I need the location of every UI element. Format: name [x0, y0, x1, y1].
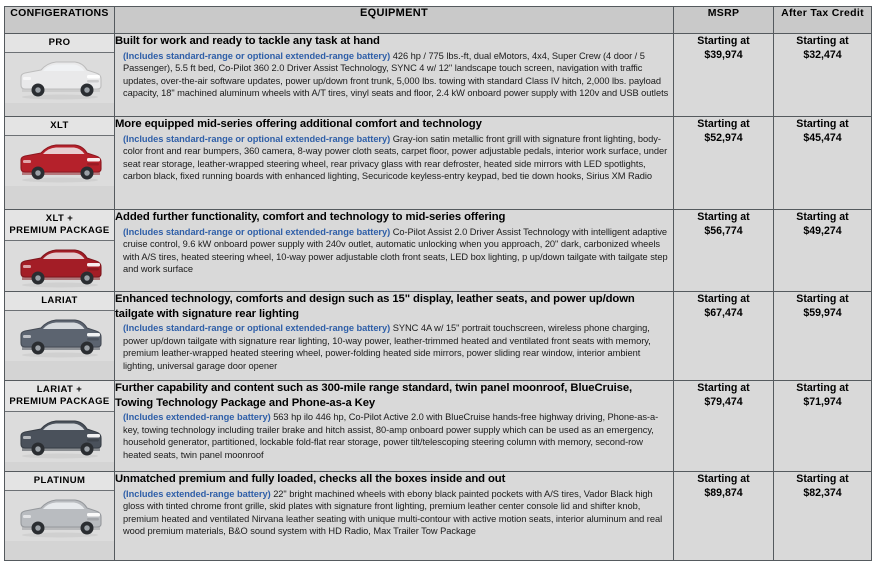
trim-name-label	[5, 117, 114, 136]
equipment-cell	[115, 472, 674, 561]
column-header-equipment: EQUIPMENT	[115, 7, 674, 34]
after-tax-credit-prefix: Starting at	[796, 118, 849, 130]
equipment-headline: Unmatched premium and fully loaded, checks all the boxes inside and out	[115, 473, 506, 485]
equipment-cell	[115, 210, 674, 292]
equipment-description: (Includes extended-range battery) 563 hp ilo 446 hp, Co-Pilot Active 2.0 with BlueCruise hands-free highway driving, Phone-as-a-key, towing technology including trailer brake and hitch assist, 80-amp onboard power supply which can be used as an emergency, household generator, partitioned, lockable fold-flat rear storage, power tilt/telescoping steering column with memory, second-row heated seats, twin panel moonroof	[123, 412, 659, 460]
after-tax-credit-cell	[774, 210, 872, 292]
msrp-prefix: Starting at	[697, 118, 750, 130]
battery-note: (Includes standard-range or optional extended-range battery)	[123, 50, 391, 61]
configuration-cell	[5, 292, 115, 381]
battery-note: (Includes standard-range or optional extended-range battery)	[123, 133, 391, 144]
table-row	[5, 381, 872, 472]
truck-illustration	[12, 243, 108, 289]
trim-label-line: PRO	[48, 37, 71, 48]
trim-photo	[5, 241, 114, 291]
after-tax-credit-cell	[774, 381, 872, 472]
trim-photo	[5, 491, 114, 541]
msrp-cell	[674, 381, 774, 472]
trim-name-label	[5, 34, 114, 53]
trim-label-line: PREMIUM PACKAGE	[9, 396, 110, 407]
configuration-cell	[5, 472, 115, 561]
msrp-value: $52,974	[704, 132, 743, 144]
battery-note: (Includes extended-range battery)	[123, 412, 271, 422]
after-tax-credit-value: $59,974	[803, 307, 842, 319]
equipment-headline: Added further functionality, comfort and technology to mid-series offering	[115, 211, 506, 223]
equipment-headline: Enhanced technology, comforts and design such as 15" display, leather seats, and power up/down tailgate with signature rear lighting	[115, 293, 635, 320]
after-tax-credit-value: $45,474	[803, 132, 842, 144]
after-tax-credit-cell	[774, 292, 872, 381]
msrp-value: $89,874	[704, 487, 743, 499]
after-tax-credit-prefix: Starting at	[796, 293, 849, 305]
trim-label-line: XLT +	[45, 213, 74, 224]
equipment-description: (Includes standard-range or optional extended-range battery) SYNC 4A w/ 15" portrait touchscreen, wireless phone charging, power up/down tailgate with signature rear lighting, 10-way power, leather-trimmed heated and ventilated front seats with memory, premium leather-wrapped heated steering wheel, power-folding heated side mirrors, power sliding rear window, interior ambient lighting, universal garage door opener	[123, 323, 651, 371]
msrp-value: $67,474	[704, 307, 743, 319]
equipment-cell	[115, 34, 674, 117]
table-row	[5, 210, 872, 292]
after-tax-credit-cell	[774, 472, 872, 561]
trim-comparison-table	[4, 6, 872, 561]
trim-label-line: XLT	[50, 120, 69, 131]
after-tax-credit-cell	[774, 34, 872, 117]
equipment-headline: Further capability and content such as 300-mile range standard, twin panel moonroof, BlueCruise, Towing Technology Package and Phone-as-a Key	[115, 382, 633, 409]
after-tax-credit-value: $82,374	[803, 487, 842, 499]
equipment-description: (Includes extended-range battery) 22" bright machined wheels with ebony black painted pockets with A/S tires, Vador Black high gloss with tinted chrome front grille, skid plates with signature front lighting, premium leather center console lid and shifter knob, premium heated and ventilated Nirvana leather seating with unique multi-contour with active motion seats, interior aluminum and real wood premium materials, B&O sound system with HD Radio, Max Trailer Tow Package	[123, 488, 663, 537]
msrp-cell	[674, 292, 774, 381]
battery-note: (Includes extended-range battery)	[123, 488, 271, 499]
trim-name-label	[5, 210, 114, 241]
column-header-after-tax-credit: After Tax Credit	[774, 7, 872, 34]
truck-illustration	[12, 414, 108, 460]
trim-name-label	[5, 472, 114, 491]
msrp-value: $56,774	[704, 225, 743, 237]
truck-illustration	[12, 138, 108, 184]
msrp-cell	[674, 472, 774, 561]
configuration-cell	[5, 381, 115, 472]
after-tax-credit-prefix: Starting at	[796, 35, 849, 47]
table-row	[5, 292, 872, 381]
trim-label-line: LARIAT +	[36, 384, 83, 395]
trim-label-line: PLATINUM	[33, 475, 86, 486]
trim-label-line: PREMIUM PACKAGE	[9, 225, 110, 236]
trim-photo	[5, 311, 114, 361]
msrp-cell	[674, 210, 774, 292]
equipment-cell	[115, 292, 674, 381]
equipment-headline: More equipped mid-series offering additional comfort and technology	[115, 118, 482, 130]
after-tax-credit-value: $49,274	[803, 225, 842, 237]
table-header	[5, 7, 872, 34]
equipment-cell	[115, 381, 674, 472]
msrp-cell	[674, 34, 774, 117]
table-row	[5, 117, 872, 210]
msrp-cell	[674, 117, 774, 210]
trim-photo	[5, 53, 114, 103]
after-tax-credit-prefix: Starting at	[796, 382, 849, 394]
after-tax-credit-value: $71,974	[803, 396, 842, 408]
table-body	[5, 34, 872, 561]
msrp-prefix: Starting at	[697, 473, 750, 485]
equipment-description: (Includes standard-range or optional extended-range battery) Co-Pilot Assist 2.0 Driver Assist Technology with intelligent adaptive cruise control, 9.6 kW onboard power supply with 240v outlet, automatic unlocking when you approach, 20" dark, carbonized wheels with A/S tires, heated steering wheel, 10-way power adjustable cloth front seats, LED box lighting, p up/down tailgate with tailgate step and work surface	[123, 226, 668, 275]
configuration-cell	[5, 117, 115, 210]
after-tax-credit-prefix: Starting at	[796, 473, 849, 485]
column-header-msrp: MSRP	[674, 7, 774, 34]
truck-illustration	[12, 313, 108, 359]
equipment-cell	[115, 117, 674, 210]
trim-name-label	[5, 292, 114, 311]
trim-label-line: LARIAT	[41, 295, 78, 306]
trim-photo	[5, 136, 114, 186]
table-row	[5, 472, 872, 561]
equipment-headline: Built for work and ready to tackle any task at hand	[115, 35, 380, 47]
trim-photo	[5, 412, 114, 462]
battery-note: (Includes standard-range or optional extended-range battery)	[123, 226, 391, 237]
msrp-prefix: Starting at	[697, 293, 750, 305]
msrp-value: $39,974	[704, 49, 743, 61]
msrp-prefix: Starting at	[697, 382, 750, 394]
msrp-prefix: Starting at	[697, 211, 750, 223]
after-tax-credit-value: $32,474	[803, 49, 842, 61]
configuration-cell	[5, 210, 115, 292]
column-header-configurations: CONFIGERATIONS	[5, 7, 115, 34]
equipment-description: (Includes standard-range or optional extended-range battery) Gray-ion satin metallic front grill with signature front lighting, body-color front and rear bumpers, 360 camera, 8-way power cloth seats, carpet floor, power adjustable pedals, interior work surface, under seat rear storage, leather-wrapped steering wheel, rear privacy glass with rear defroster, heated side mirrors with LED spotlights, carbon black, fixed running boards with enhanced lighting, Securicode keyless-entry keypad, bed tie down hooks, Sirius XM Radio	[123, 133, 668, 182]
msrp-prefix: Starting at	[697, 35, 750, 47]
battery-note: (Includes standard-range or optional extended-range battery)	[123, 323, 391, 333]
truck-illustration	[12, 55, 108, 101]
table-header-row	[5, 7, 872, 34]
configuration-cell	[5, 34, 115, 117]
after-tax-credit-cell	[774, 117, 872, 210]
truck-illustration	[12, 493, 108, 539]
trim-name-label	[5, 381, 114, 412]
equipment-description: (Includes standard-range or optional extended-range battery) 426 hp / 775 lbs.-ft, dual eMotors, 4x4, Super Crew (4 door / 5 Passenger), 5.5 ft bed, Co-Pilot 360 2.0 Driver Assist Technology, SYNC 4 w/ 12" landscape touch screen, navigation with traffic updates, over-the-air software updates, power up/down front trunk, 5,000 lbs. towing with standard Class IV hitch, 2,000 lbs. payload capacity, 18" machined aluminum wheels with A/T tires, vinyl seats and floor, 2.4 kW onboard power supply with 120v and USB outlets	[123, 50, 669, 99]
table-row	[5, 34, 872, 117]
after-tax-credit-prefix: Starting at	[796, 211, 849, 223]
msrp-value: $79,474	[704, 396, 743, 408]
